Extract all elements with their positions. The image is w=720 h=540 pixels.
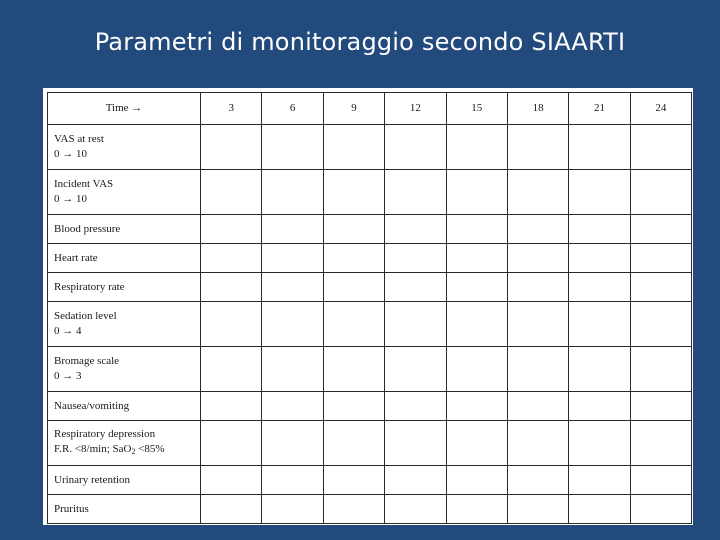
table-row (48, 495, 692, 524)
row-label-line: Sedation level (54, 310, 117, 322)
table-cell[interactable] (385, 273, 446, 302)
table-cell[interactable] (507, 495, 568, 524)
row-label-nausea-vomiting (48, 392, 201, 421)
table-cell[interactable] (262, 421, 323, 466)
criteria-text: <85% (135, 443, 165, 455)
table-cell[interactable] (201, 421, 262, 466)
row-label-line: Nausea/vomiting (54, 399, 130, 412)
table-row (48, 347, 692, 392)
table-cell[interactable] (201, 170, 262, 215)
table-cell[interactable] (385, 302, 446, 347)
row-label-criteria (54, 442, 200, 459)
row-label-line: Heart rate (54, 251, 98, 264)
table-cell[interactable] (569, 347, 630, 392)
table-cell[interactable] (446, 392, 507, 421)
table-cell[interactable] (262, 125, 323, 170)
table-cell[interactable] (630, 495, 691, 524)
table-row (48, 125, 692, 170)
table-cell[interactable] (262, 302, 323, 347)
table-cell[interactable] (569, 392, 630, 421)
table-cell[interactable] (446, 421, 507, 466)
table-cell[interactable] (385, 392, 446, 421)
row-label-incident-vas (48, 170, 201, 215)
row-label-scale: 0 → 4 (54, 325, 82, 337)
row-label-vas-at-rest (48, 125, 201, 170)
table-cell[interactable] (385, 466, 446, 495)
time-column-header: 9 (323, 93, 384, 125)
time-column-header: 3 (201, 93, 262, 125)
table-cell[interactable] (569, 421, 630, 466)
table-cell[interactable] (262, 392, 323, 421)
table-cell[interactable] (446, 170, 507, 215)
table-cell[interactable] (323, 421, 384, 466)
table-cell[interactable] (630, 273, 691, 302)
row-label-scale: 0 → 10 (54, 148, 87, 160)
row-label-line: Respiratory depression (54, 428, 156, 440)
row-label-respiratory-depression (48, 421, 201, 466)
time-column-header: 21 (569, 93, 630, 125)
table-cell[interactable] (323, 215, 384, 244)
table-cell[interactable] (507, 302, 568, 347)
table-cell[interactable] (446, 244, 507, 273)
table-cell[interactable] (201, 302, 262, 347)
table-cell[interactable] (507, 215, 568, 244)
table-cell[interactable] (446, 215, 507, 244)
table-cell[interactable] (630, 466, 691, 495)
table-cell[interactable] (630, 244, 691, 273)
row-label-bromage-scale (48, 347, 201, 392)
table-header-row (48, 93, 692, 125)
table-row (48, 215, 692, 244)
time-column-header: 6 (262, 93, 323, 125)
row-label-line: Pruritus (54, 502, 89, 515)
table-cell[interactable] (385, 125, 446, 170)
table-cell[interactable] (385, 495, 446, 524)
table-cell[interactable] (323, 273, 384, 302)
table-cell[interactable] (201, 347, 262, 392)
table-cell[interactable] (630, 215, 691, 244)
criteria-text: F.R. <8/min; SaO (54, 443, 132, 455)
time-column-header: 15 (446, 93, 507, 125)
table-cell[interactable] (507, 347, 568, 392)
table-cell[interactable] (385, 170, 446, 215)
monitoring-table-frame (43, 88, 693, 525)
table-cell[interactable] (507, 244, 568, 273)
table-cell[interactable] (569, 302, 630, 347)
table-cell[interactable] (446, 495, 507, 524)
row-label-urinary-retention (48, 466, 201, 495)
table-cell[interactable] (201, 244, 262, 273)
table-cell[interactable] (630, 125, 691, 170)
table-cell[interactable] (446, 273, 507, 302)
table-cell[interactable] (630, 392, 691, 421)
table-cell[interactable] (262, 215, 323, 244)
row-label-line: Blood pressure (54, 222, 121, 235)
table-cell[interactable] (507, 421, 568, 466)
table-cell[interactable] (385, 421, 446, 466)
row-label-respiratory-rate (48, 273, 201, 302)
table-cell[interactable] (446, 347, 507, 392)
table-cell[interactable] (569, 125, 630, 170)
time-header: Time → (48, 93, 201, 125)
table-cell[interactable] (446, 466, 507, 495)
table-cell[interactable] (507, 125, 568, 170)
table-cell[interactable] (323, 495, 384, 524)
table-cell[interactable] (630, 421, 691, 466)
table-cell[interactable] (201, 495, 262, 524)
table-cell[interactable] (630, 170, 691, 215)
time-column-header: 24 (630, 93, 691, 125)
table-cell[interactable] (630, 302, 691, 347)
table-row (48, 244, 692, 273)
row-label-line: Urinary retention (54, 473, 131, 486)
time-column-header: 12 (385, 93, 446, 125)
table-cell[interactable] (323, 466, 384, 495)
table-cell[interactable] (201, 273, 262, 302)
table-row (48, 302, 692, 347)
table-cell[interactable] (323, 347, 384, 392)
table-cell[interactable] (507, 466, 568, 495)
table-cell[interactable] (507, 170, 568, 215)
table-cell[interactable] (323, 125, 384, 170)
table-cell[interactable] (323, 244, 384, 273)
table-row (48, 392, 692, 421)
table-cell[interactable] (569, 244, 630, 273)
table-cell[interactable] (262, 170, 323, 215)
row-label-line: Bromage scale (54, 355, 120, 367)
table-cell[interactable] (201, 466, 262, 495)
table-cell[interactable] (630, 347, 691, 392)
table-cell[interactable] (262, 347, 323, 392)
row-label-line: Respiratory rate (54, 280, 125, 293)
table-cell[interactable] (507, 273, 568, 302)
table-row (48, 273, 692, 302)
row-label-line: Incident VAS (54, 178, 114, 190)
table-cell[interactable] (201, 125, 262, 170)
table-cell[interactable] (569, 495, 630, 524)
table-cell[interactable] (569, 466, 630, 495)
row-label-sedation-level (48, 302, 201, 347)
table-cell[interactable] (569, 215, 630, 244)
time-column-header: 18 (507, 93, 568, 125)
table-cell[interactable] (507, 392, 568, 421)
table-row (48, 170, 692, 215)
table-cell[interactable] (569, 170, 630, 215)
table-cell[interactable] (323, 302, 384, 347)
row-label-line: VAS at rest (54, 133, 104, 145)
slide-title: Parametri di monitoraggio secondo SIAARTI (94, 28, 626, 56)
table-cell[interactable] (201, 215, 262, 244)
row-label-pruritus (48, 495, 201, 524)
table-cell[interactable] (323, 170, 384, 215)
row-label-scale: 0 → 10 (54, 193, 87, 205)
table-row (48, 421, 692, 466)
table-cell[interactable] (385, 347, 446, 392)
table-cell[interactable] (201, 392, 262, 421)
table-cell[interactable] (569, 273, 630, 302)
table-cell[interactable] (385, 215, 446, 244)
table-cell[interactable] (262, 244, 323, 273)
table-cell[interactable] (262, 273, 323, 302)
row-label-heart-rate (48, 244, 201, 273)
table-cell[interactable] (385, 244, 446, 273)
table-cell[interactable] (262, 466, 323, 495)
table-cell[interactable] (446, 302, 507, 347)
row-label-blood-pressure (48, 215, 201, 244)
monitoring-table (47, 92, 692, 524)
table-cell[interactable] (323, 392, 384, 421)
table-cell[interactable] (262, 495, 323, 524)
table-row (48, 466, 692, 495)
subscript-text: 2 (131, 447, 136, 456)
row-label-scale: 0 → 3 (54, 370, 82, 382)
table-cell[interactable] (446, 125, 507, 170)
